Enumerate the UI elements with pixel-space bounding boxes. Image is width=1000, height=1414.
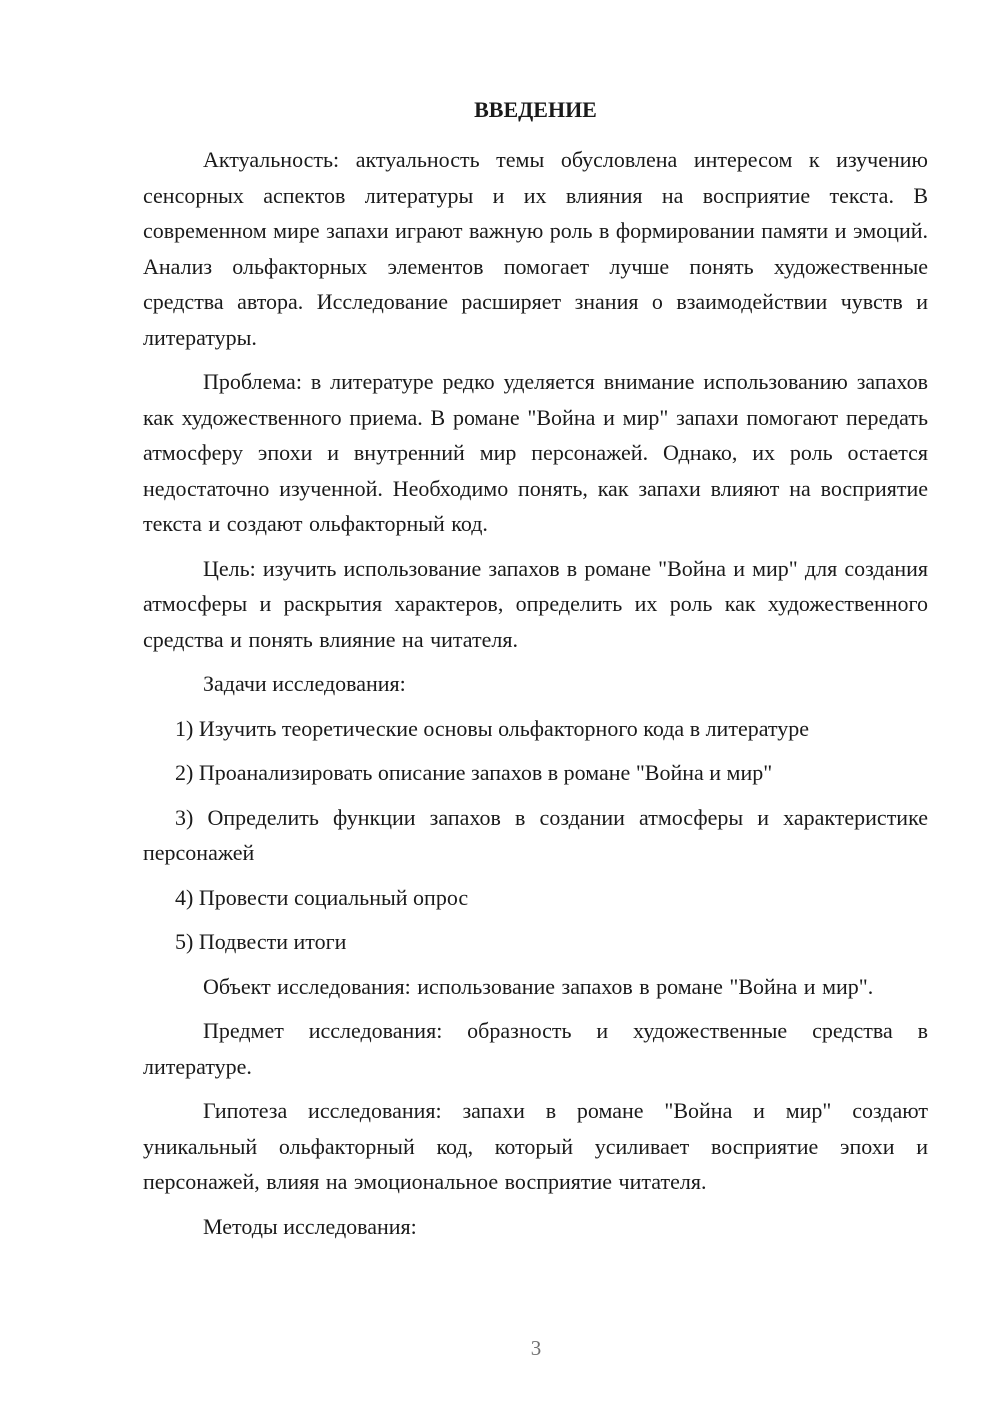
goal-paragraph: Цель: изучить использование запахов в романе "Война и мир" для создания атмосферы и раскрытия характеров, определить их роль как художественного средства и понять влияние на читателя. (143, 555, 928, 652)
hypothesis-paragraph: Гипотеза исследования: запахи в романе "Война и мир" создают уникальный ольфакторный код, который усиливает восприятие эпохи и персонажей, влияя на эмоциональное восприятие читателя. (143, 1098, 928, 1194)
task-item: 4) Провести социальный опрос (175, 884, 469, 910)
object-paragraph: Объект исследования: использование запахов в романе "Война и мир". (203, 973, 874, 999)
task-item: 5) Подвести итоги (175, 929, 347, 954)
relevance-paragraph: Актуальность: актуальность темы обусловлена интересом к изучению сенсорных аспектов литературы и их влияния на восприятие текста. В современном мире запахи играют важную роль в формировании памяти и эмоций. Анализ ольфакторных элементов помогает лучше понять художественные средства автора. Исследование расширяет знания о взаимодействии чувств и литературы. (143, 147, 928, 350)
subject-paragraph: Предмет исследования: образность и художественные средства в литературе. (143, 1018, 928, 1079)
methods-heading: Методы исследования: (203, 1213, 417, 1239)
task-item: 3) Определить функции запахов в создании атмосферы и характеристике персонажей (143, 804, 928, 865)
page-content (143, 94, 928, 1253)
tasks-list (143, 711, 928, 960)
task-item: 1) Изучить теоретические основы ольфакторного кода в литературе (175, 715, 809, 741)
page-number: 3 (530, 1336, 542, 1360)
section-title: ВВЕДЕНИЕ (474, 97, 597, 122)
task-item: 2) Проанализировать описание запахов в романе "Война и мир" (175, 760, 773, 785)
tasks-heading: Задачи исследования: (203, 671, 406, 696)
problem-paragraph: Проблема: в литературе редко уделяется внимание использованию запахов как художественного приема. В романе "Война и мир" запахи помогают передать атмосферу эпохи и внутренний мир персонажей. Однако, их роль остается недостаточно изученной. Необходимо понять, как запахи влияют на восприятие текста и создают ольфакторный код. (143, 369, 928, 536)
